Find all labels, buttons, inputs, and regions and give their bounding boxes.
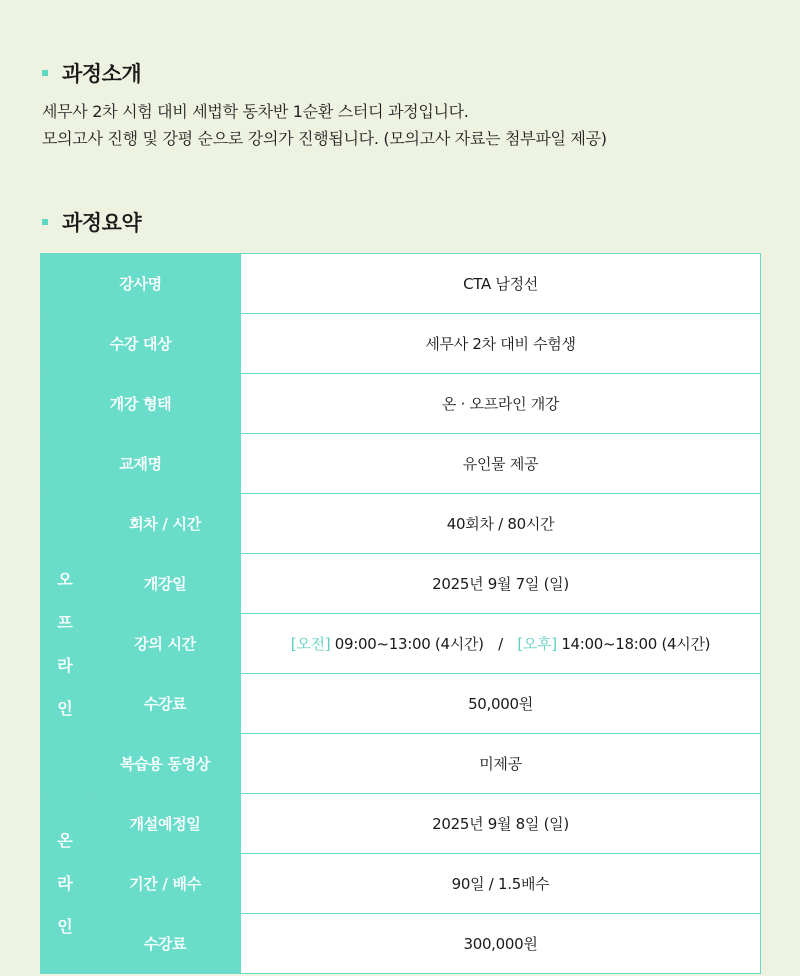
am-time: 09:00~13:00 (4시간) bbox=[334, 635, 484, 653]
row-label-online-fee: 수강료 bbox=[90, 914, 241, 974]
table-row bbox=[41, 854, 761, 914]
row-value-lecture-time bbox=[241, 614, 761, 674]
row-value-format: 온 · 오프라인 개강 bbox=[241, 374, 761, 434]
square-bullet-icon bbox=[42, 219, 48, 225]
square-bullet-icon bbox=[42, 70, 48, 76]
row-value-start-date: 2025년 9월 7일 (일) bbox=[241, 554, 761, 614]
am-tag: [오전] bbox=[290, 635, 331, 653]
row-value-instructor: CTA 남정선 bbox=[241, 254, 761, 314]
intro-line: 모의고사 진행 및 강평 순으로 강의가 진행됩니다. (모의고사 자료는 첨부파일 제공) bbox=[42, 129, 607, 148]
table-row bbox=[41, 554, 761, 614]
row-label-open-date: 개설예정일 bbox=[90, 794, 241, 854]
row-label-lecture-time: 강의 시간 bbox=[90, 614, 241, 674]
summary-heading bbox=[42, 207, 141, 237]
table-row bbox=[41, 914, 761, 974]
row-label-sessions: 회차 / 시간 bbox=[90, 494, 241, 554]
row-value-offline-fee: 50,000원 bbox=[241, 674, 761, 734]
table-row bbox=[41, 314, 761, 374]
summary-table bbox=[40, 253, 761, 974]
online-group-label bbox=[41, 794, 90, 974]
row-value-open-date: 2025년 9월 8일 (일) bbox=[241, 794, 761, 854]
offline-group-char: 인 bbox=[57, 698, 73, 718]
pm-time: 14:00~18:00 (4시간) bbox=[561, 635, 711, 653]
row-label-target: 수강 대상 bbox=[41, 314, 241, 374]
table-row bbox=[41, 794, 761, 854]
table-row bbox=[41, 734, 761, 794]
row-value-sessions: 40회차 / 80시간 bbox=[241, 494, 761, 554]
table-row bbox=[41, 614, 761, 674]
row-value-period: 90일 / 1.5배수 bbox=[241, 854, 761, 914]
online-group-char: 라 bbox=[57, 874, 73, 893]
row-label-start-date: 개강일 bbox=[90, 554, 241, 614]
table-row bbox=[41, 434, 761, 494]
row-label-period: 기간 / 배수 bbox=[90, 854, 241, 914]
intro-title: 과정소개 bbox=[62, 62, 142, 86]
row-value-textbook: 유인물 제공 bbox=[241, 434, 761, 494]
table-row bbox=[41, 674, 761, 734]
row-label-textbook: 교재명 bbox=[41, 434, 241, 494]
row-value-target: 세무사 2차 대비 수험생 bbox=[241, 314, 761, 374]
intro-heading bbox=[42, 58, 141, 88]
table-row bbox=[41, 254, 761, 314]
row-label-instructor: 강사명 bbox=[41, 254, 241, 314]
intro-line: 세무사 2차 시험 대비 세법학 동차반 1순환 스터디 과정입니다. bbox=[42, 102, 469, 121]
row-label-format: 개강 형태 bbox=[41, 374, 241, 434]
time-separator: / bbox=[498, 635, 503, 653]
row-value-online-fee: 300,000원 bbox=[241, 914, 761, 974]
offline-group-char: 프 bbox=[57, 612, 73, 632]
summary-title: 과정요약 bbox=[62, 211, 142, 235]
online-group-char: 인 bbox=[57, 917, 73, 936]
pm-tag: [오후] bbox=[517, 635, 557, 653]
row-value-review-video: 미제공 bbox=[241, 734, 761, 794]
row-label-review-video: 복습용 동영상 bbox=[90, 734, 241, 794]
online-group-char: 온 bbox=[57, 831, 73, 850]
intro-text bbox=[42, 98, 607, 152]
offline-group-char: 오 bbox=[57, 569, 73, 589]
offline-group-char: 라 bbox=[57, 655, 73, 675]
table-row bbox=[41, 374, 761, 434]
offline-group-label bbox=[41, 494, 90, 794]
row-label-offline-fee: 수강료 bbox=[90, 674, 241, 734]
table-row bbox=[41, 494, 761, 554]
